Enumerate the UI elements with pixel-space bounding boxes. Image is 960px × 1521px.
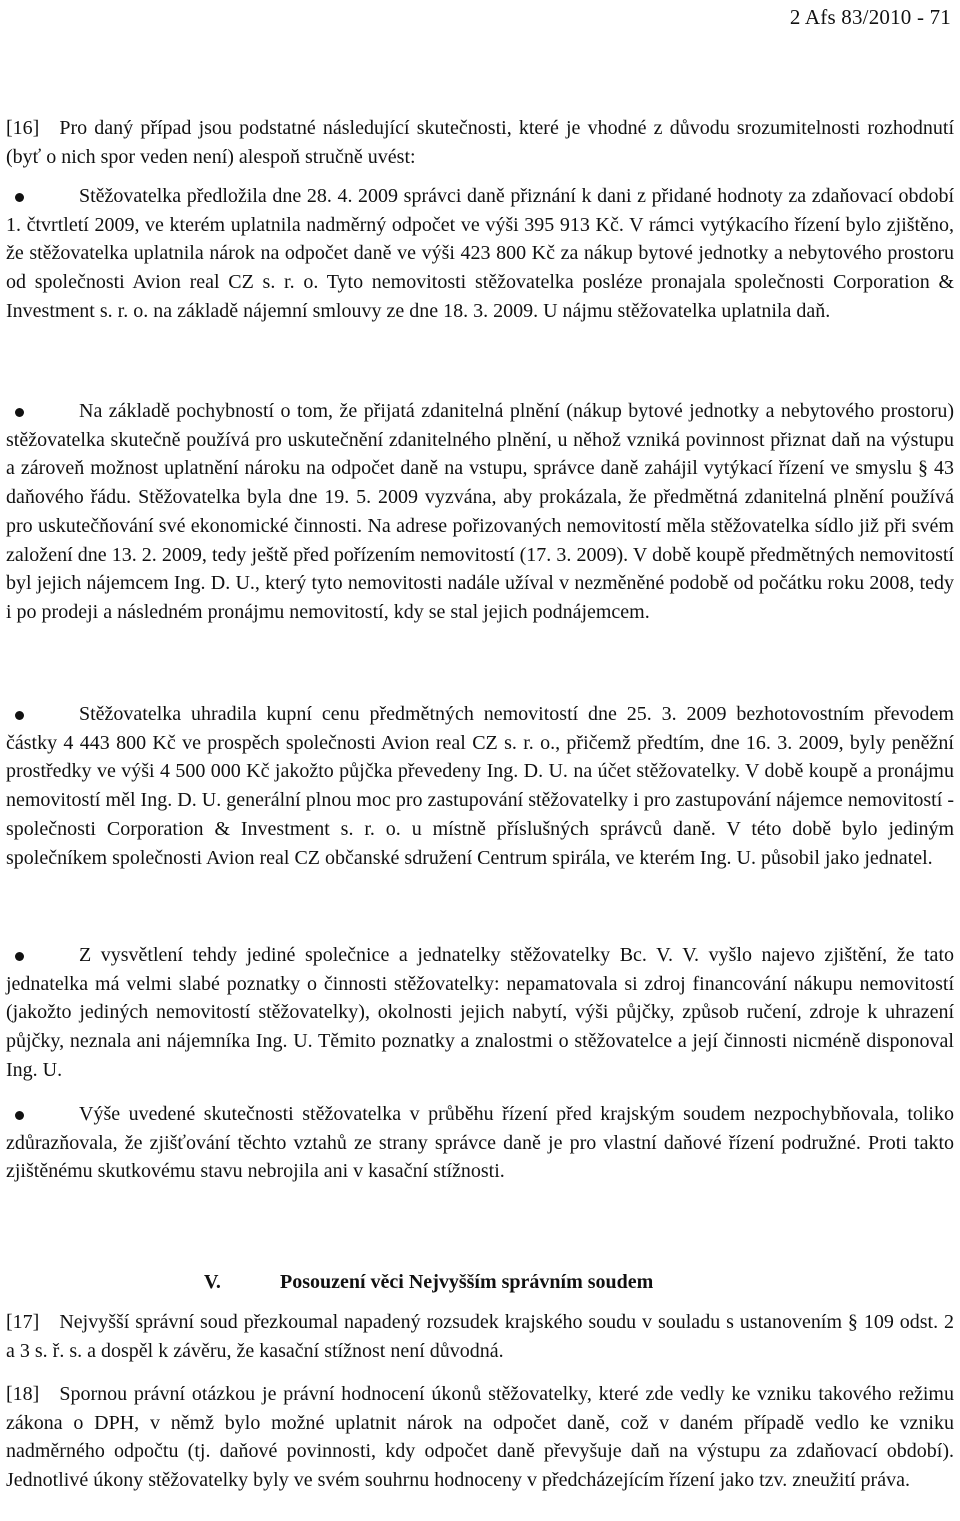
paragraph-16-text: [16] Pro daný případ jsou podstatné následující skutečnosti, které je vhodné z důvodu srozumitelnosti rozhodnutí (byť o nich spor veden není) alespoň stručně uvést: (6, 117, 954, 168)
bullet-item-5 (6, 1100, 954, 1186)
paragraph-17-text: [17] Nejvyšší správní soud přezkoumal napadený rozsudek krajského soudu v souladu s ustanovením § 109 odst. 2 a 3 s. ř. s. a dospěl k závěru, že kasační stížnost není důvodná. (6, 1311, 954, 1362)
case-number-header: 2 Afs 83/2010 - 71 (789, 5, 951, 29)
paragraph-16 (6, 114, 954, 171)
paragraph-17 (6, 1308, 954, 1365)
bullet-item-text: Z vysvětlení tehdy jediné společnice a jednatelky stěžovatelky Bc. V. V. vyšlo najevo zjištění, že tato jednatelka má velmi slabé poznatky o činnosti stěžovatelky: nepamatovala si zdroj financování nákupu nemovitostí (jakožto jediných nemovitostí stěžovatelky), okolnosti jejich nabytí, výši půjčky, způsob ručení, zdroje k uhrazení půjčky, neznala ani nájemníka Ing. U. Těmito poznatky a znalostmi o stěžovatelce a její činnosti nicméně disponoval Ing. U. (6, 944, 954, 1081)
section-heading (204, 1268, 653, 1296)
bullet-item-4 (6, 941, 954, 1085)
bullet-item-3 (6, 700, 954, 872)
section-number: V. (204, 1271, 221, 1293)
bullet-item-text: Stěžovatelka předložila dne 28. 4. 2009 správci daně přiznání k dani z přidané hodnoty za zdaňovací období 1. čtvrtletí 2009, ve kterém uplatnila nadměrný odpočet ve výši 395 913 Kč. V rámci vytýkacího řízení bylo zjištěno, že stěžovatelka uplatnila nárok na odpočet daně ve výši 423 800 Kč za nákup bytové jednotky a nebytového prostoru od společnosti Avion real CZ s. r. o. Tyto nemovitosti stěžovatelka posléze pronajala společnosti Corporation & Investment s. r. o. na základě nájemní smlouvy ze dne 18. 3. 2009. U nájmu stěžovatelka uplatnila daň. (6, 185, 954, 322)
paragraph-18-text: [18] Spornou právní otázkou je právní hodnocení úkonů stěžovatelky, které zde vedly ke vzniku takového režimu zákona o DPH, v němž bylo možné uplatnit nárok na odpočet daně, což v daném případě vedlo ke vzniku nadměrného odpočtu (tj. daňové povinnosti, kdy odpočet daně převyšuje daň na výstupu za zdaňovací období). Jednotlivé úkony stěžovatelky byly ve svém souhrnu hodnoceny v předcházejícím řízení jako tzv. zneužití práva. (6, 1383, 954, 1492)
bullet-item-2 (6, 397, 954, 627)
bullet-item-text: Výše uvedené skutečnosti stěžovatelka v průběhu řízení před krajským soudem nezpochybňovala, toliko zdůrazňovala, že zjišťování těchto vztahů ze strany správce daně je pro vlastní daňové řízení podružné. Proti takto zjištěnému skutkovému stavu nebrojila ani v kasační stížnosti. (6, 1103, 954, 1183)
paragraph-18 (6, 1380, 954, 1495)
bullet-item-text: Na základě pochybností o tom, že přijatá zdanitelná plnění (nákup bytové jednotky a nebytového prostoru) stěžovatelka skutečně používá pro uskutečnění zdanitelného plnění, u něhož vzniká povinnost přiznat daň na výstupu a zároveň možnost uplatnění nároku na odpočet daně na vstupu, správce daně zahájil vytýkací řízení ve smyslu § 43 daňového řádu. Stěžovatelka byla dne 19. 5. 2009 vyzvána, aby prokázala, že předmětná zdanitelná plnění používá pro uskutečňování své ekonomické činnosti. Na adrese pořizovaných nemovitostí měla stěžovatelka sídlo již při svém založení dne 13. 2. 2009, tedy ještě před pořízením nemovitostí (17. 3. 2009). V době koupě předmětných nemovitostí byl jejich nájemcem Ing. D. U., který tyto nemovitosti nadále užíval v nezměněné podobě od počátku roku 2008, tedy i po prodeji a následném pronájmu nemovitostí, kdy se stal jejich podnájemcem. (6, 400, 954, 623)
bullet-item-1 (6, 182, 954, 326)
section-title: Posouzení věci Nejvyšším správním soudem (280, 1271, 654, 1293)
bullet-item-text: Stěžovatelka uhradila kupní cenu předmětných nemovitostí dne 25. 3. 2009 bezhotovostním převodem částky 4 443 800 Kč ve prospěch společnosti Avion real CZ s. r. o., přičemž předtím, dne 16. 3. 2009, byly peněžní prostředky ve výši 4 500 000 Kč jakožto půjčka převedeny Ing. D. U. na účet stěžovatelky. V době koupě a pronájmu nemovitostí měl Ing. D. U. generální plnou moc pro zastupování stěžovatelky i pro zastupování nájemce nemovitostí - společnosti Corporation & Investment s. r. o. u místně příslušných správců daně. V této době bylo jediným společníkem společnosti Avion real CZ občanské sdružení Centrum spirála, ve kterém Ing. U. působil jako jednatel. (6, 703, 954, 869)
